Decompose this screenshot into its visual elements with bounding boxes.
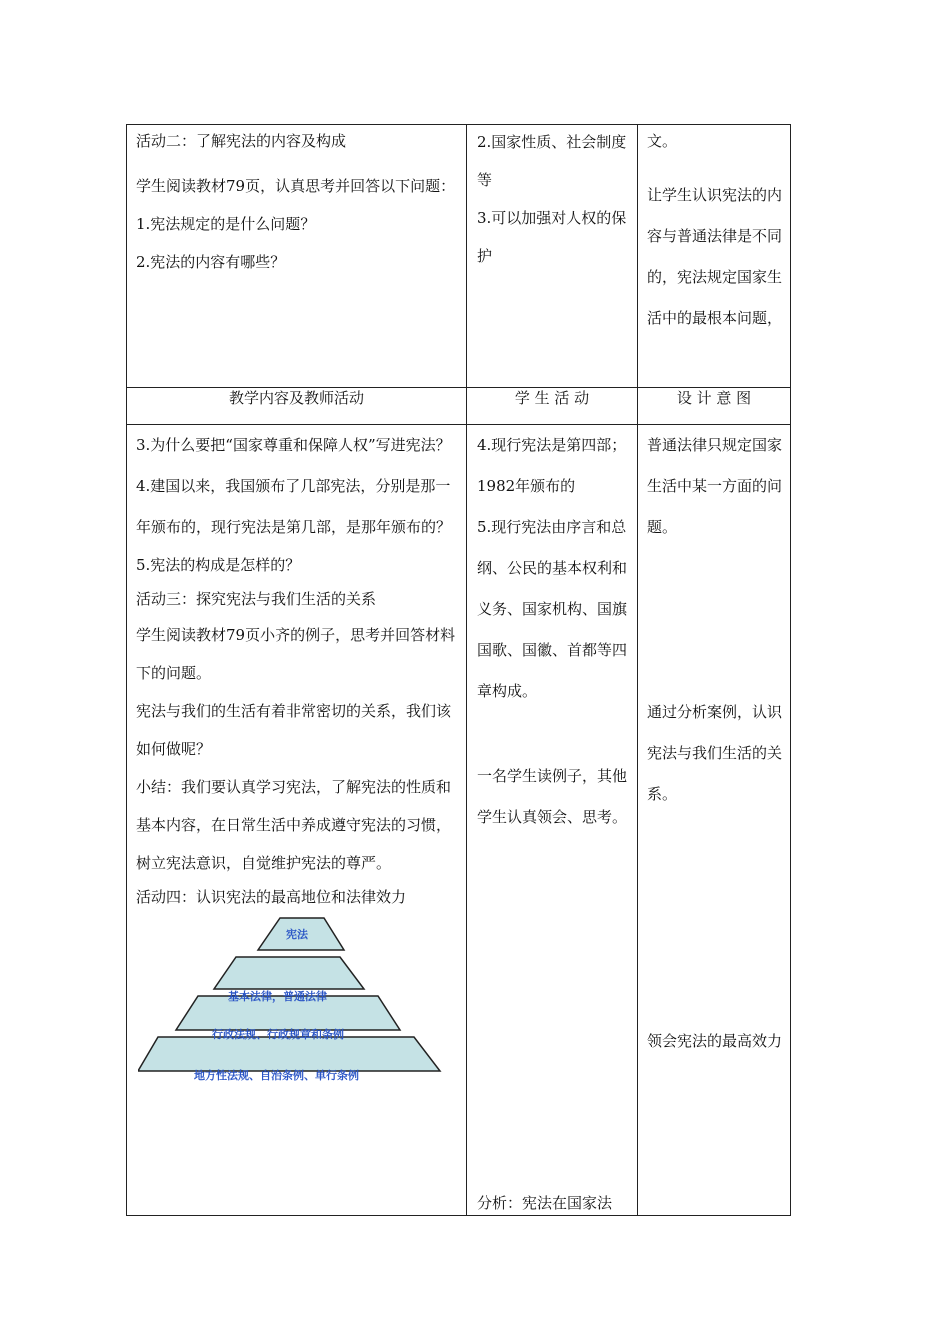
question-5: 5.宪法的构成是怎样的？ — [136, 556, 301, 574]
answer-4: 4.现行宪法是第四部；1982年颁布的 — [477, 436, 627, 495]
row1-content-cell — [127, 125, 467, 388]
question-1: 1.宪法规定的是什么问题？ — [136, 215, 316, 233]
activity-three-question: 宪法与我们的生活有着非常密切的关系，我们该如何做呢？ — [136, 702, 452, 758]
header-design-intent: 设 计 意 图 — [638, 388, 791, 425]
row1-student-cell — [467, 125, 638, 388]
summary-text: 小结：我们要认真学习宪法，了解宪法的性质和基本内容，在日常生活中养成遵守宪法的习惯，树立宪法意识，自觉维护宪法的尊严。 — [136, 778, 452, 872]
row1-intent-cell — [638, 125, 791, 388]
header-student-activity: 学 生 活 动 — [467, 388, 638, 425]
law-hierarchy-pyramid — [138, 916, 468, 1084]
intent-ordinary-law: 普通法律只规定国家生活中某一方面的问题。 — [647, 436, 783, 536]
activity-three-title: 活动三：探究宪法与我们生活的关系 — [136, 590, 377, 608]
row3-student-cell — [467, 425, 638, 1216]
table-row — [127, 125, 791, 388]
header-teaching-content: 教学内容及教师活动 — [127, 388, 467, 425]
intent-case-analysis: 通过分析案例，认识宪法与我们生活的关系。 — [647, 703, 783, 803]
lesson-plan-table — [126, 124, 791, 1216]
student-reads-example: 一名学生读例子，其他学生认真领会、思考。 — [477, 767, 628, 826]
pyramid-tier-3-label: 行政法规、行政规章和条例 — [212, 1028, 344, 1041]
table-header-row — [127, 388, 791, 425]
question-3: 3.为什么要把“国家尊重和保障人权”写进宪法？ — [136, 436, 451, 454]
row3-intent-cell — [638, 425, 791, 1216]
pyramid-tier-2-label: 基本法律，普通法律 — [228, 990, 327, 1003]
intent-supreme-effect: 领会宪法的最高效力 — [647, 1032, 783, 1050]
answer-3: 3.可以加强对人权的保护 — [477, 209, 627, 265]
activity-two-title: 活动二：了解宪法的内容及构成 — [136, 132, 347, 150]
activity-two-instruction: 学生阅读教材79页，认真思考并回答以下问题： — [136, 177, 456, 195]
activity-four-title: 活动四：认识宪法的最高地位和法律效力 — [136, 888, 407, 906]
pyramid-tier-4-label: 地方性法规、自治条例、单行条例 — [194, 1069, 359, 1082]
analysis-text: 分析：宪法在国家法 — [477, 1194, 613, 1212]
pyramid-tier-1-label: 宪法 — [286, 928, 308, 941]
answer-5: 5.现行宪法由序言和总纲、公民的基本权利和义务、国家机构、国旗国歌、国徽、首都等四章构成。 — [477, 518, 628, 700]
activity-three-instruction: 学生阅读教材79页小齐的例子，思考并回答材料下的问题。 — [136, 626, 456, 682]
intent-constitution-content: 让学生认识宪法的内容与普通法律是不同的，宪法规定国家生活中的最根本问题， — [647, 186, 783, 327]
row3-content-cell — [127, 425, 467, 1216]
intent-fragment: 文。 — [647, 132, 678, 150]
table-row — [127, 425, 791, 1216]
question-2: 2.宪法的内容有哪些？ — [136, 253, 286, 271]
question-4: 4.建国以来，我国颁布了几部宪法，分别是那一年颁布的，现行宪法是第几部，是那年颁布的？ — [136, 477, 452, 536]
answer-2: 2.国家性质、社会制度等 — [477, 133, 627, 189]
